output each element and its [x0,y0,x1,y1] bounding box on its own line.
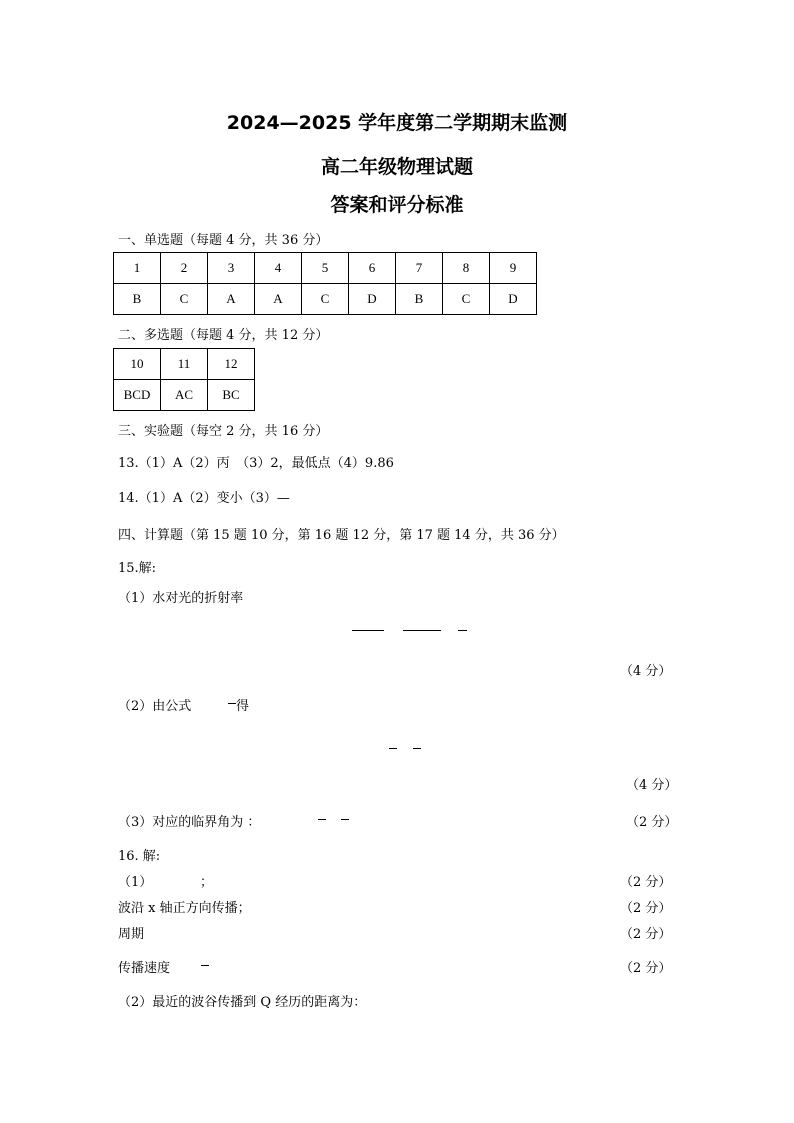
fraction-bar [201,965,209,966]
multi-choice-table [113,348,255,411]
table-cell: 4 [255,253,302,284]
section3-heading: 三、实验题（每空 2 分，共 16 分） [118,424,329,439]
table-cell: 8 [443,253,490,284]
table-cell: D [490,284,537,315]
document-title: 2024—2025 学年度第二学期期末监测 [226,112,568,134]
fraction-bar [389,748,397,749]
table-row [114,284,537,315]
table-cell: 11 [161,349,208,380]
table-cell: 12 [208,349,255,380]
question-16-line2-score: （2 分） [620,901,672,916]
table-row [114,380,255,411]
question-16-line4: 传播速度 [118,961,171,976]
document-heading-answers: 答案和评分标准 [330,194,464,216]
question-15-label: 15.解: [118,561,157,576]
question-16-line4-score: （2 分） [620,961,672,976]
table-cell: A [255,284,302,315]
section4-heading: 四、计算题（第 15 题 10 分，第 16 题 12 分，第 17 题 14 分，共 36 分） [118,528,565,543]
table-cell: 7 [396,253,443,284]
question-15-part2-suffix: 得 [236,699,250,714]
question-14-answer: 14.（1）A（2）变小（3）— [118,491,290,506]
table-cell: B [114,284,161,315]
question-15-part2: （2）由公式 [118,699,192,714]
section1-heading: 一、单选题（每题 4 分，共 36 分） [118,233,329,248]
table-cell: 5 [302,253,349,284]
table-cell: B [396,284,443,315]
fraction-bar [403,630,441,631]
fraction-bar [413,748,421,749]
table-cell: C [161,284,208,315]
table-cell: 6 [349,253,396,284]
question-15-part1-score: （4 分） [620,664,672,679]
table-row [114,349,255,380]
table-cell: 1 [114,253,161,284]
table-cell: C [302,284,349,315]
fraction-bar [458,630,467,631]
section2-heading: 二、多选题（每题 4 分，共 12 分） [118,328,329,343]
table-cell: AC [161,380,208,411]
question-13-answer: 13.（1）A（2）丙 （3）2，最低点（4）9.86 [118,456,394,471]
fraction-bar [341,819,349,820]
table-row [114,253,537,284]
fraction-bar [318,819,326,820]
question-15-part3: （3）对应的临界角为 ： [118,815,261,830]
table-cell: C [443,284,490,315]
question-16-part2: （2）最近的波谷传播到 Q 经历的距离为： [118,995,367,1010]
document-subtitle: 高二年级物理试题 [320,156,473,178]
table-cell: BCD [114,380,161,411]
table-cell: 9 [490,253,537,284]
table-cell: 10 [114,349,161,380]
table-cell: A [208,284,255,315]
question-15-part1: （1）水对光的折射率 [118,591,244,606]
question-16-label: 16. 解: [118,849,161,864]
question-16-part1-score: （2 分） [620,875,672,890]
table-cell: 3 [208,253,255,284]
question-16-part1-separator: ； [200,875,214,890]
single-choice-table [113,252,537,315]
fraction-bar [352,630,384,631]
table-cell: 2 [161,253,208,284]
fraction-bar [228,703,236,704]
question-16-line3-score: （2 分） [620,927,672,942]
question-16-line2: 波沿 x 轴正方向传播； [118,901,251,916]
table-cell: D [349,284,396,315]
question-16-part1: （1） [118,875,153,890]
question-15-part2-score: （4 分） [626,778,678,793]
question-15-part3-score: （2 分） [626,815,678,830]
question-16-line3: 周期 [118,927,145,942]
table-cell: BC [208,380,255,411]
